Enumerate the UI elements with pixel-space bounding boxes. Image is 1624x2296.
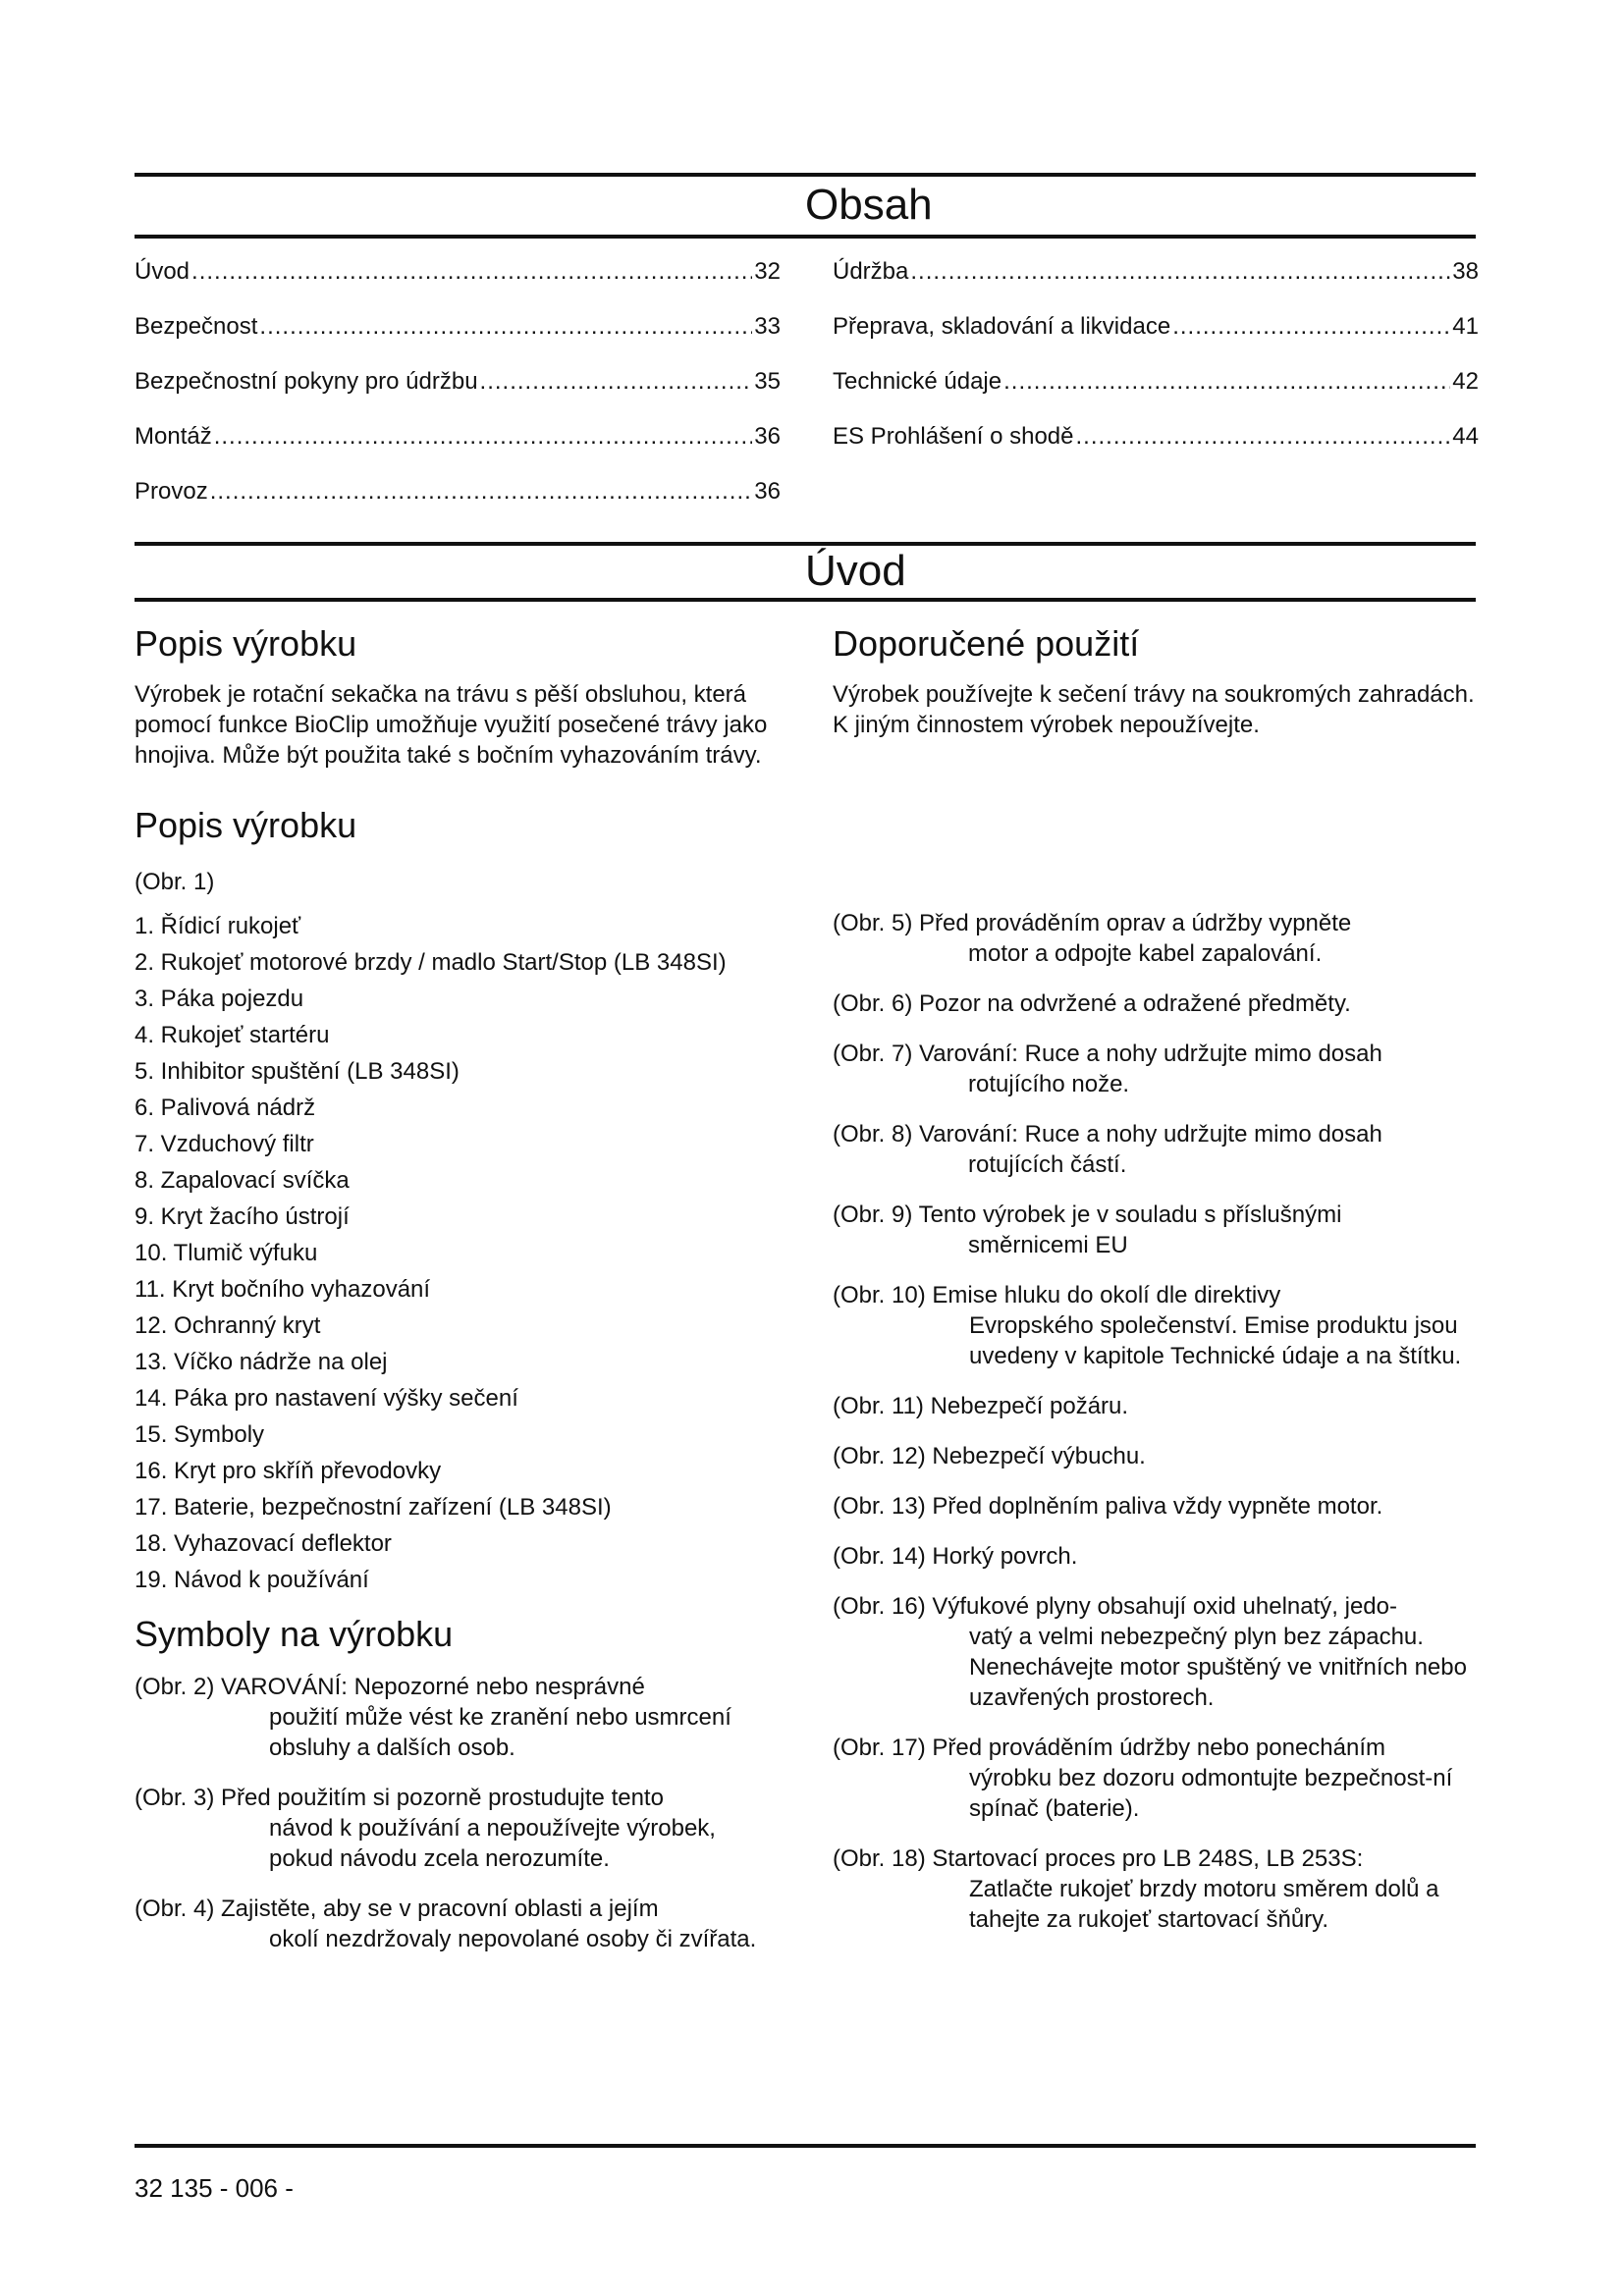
symbol-entry-head: (Obr. 6) Pozor na odvržené a odražené předměty. bbox=[833, 990, 1351, 1017]
footer-page-ref: 32 135 - 006 - bbox=[135, 2173, 294, 2203]
toc-leader-dots bbox=[910, 253, 1450, 291]
parts-list-item: 1. Řídicí rukojeť bbox=[135, 913, 301, 939]
toc-title: Obsah bbox=[805, 181, 933, 229]
rule-toc-bottom bbox=[135, 235, 1476, 239]
symbol-entry bbox=[833, 988, 1483, 1019]
toc-entry-page: 35 bbox=[754, 368, 781, 395]
symbol-entry bbox=[135, 1783, 783, 1874]
parts-list-item: 15. Symboly bbox=[135, 1421, 265, 1448]
parts-list-item: 5. Inhibitor spuštění (LB 348SI) bbox=[135, 1058, 460, 1085]
toc-leader-dots bbox=[214, 418, 753, 455]
parts-list-item: 9. Kryt žacího ústrojí bbox=[135, 1203, 350, 1230]
symbol-entry-head: (Obr. 5) Před prováděním oprav a údržby vypněte bbox=[833, 910, 1352, 936]
toc-entry-label: Montáž bbox=[135, 423, 212, 450]
intended-use-heading: Doporučené použití bbox=[833, 623, 1140, 664]
toc-entry-label: Technické údaje bbox=[833, 368, 1002, 395]
symbol-entry bbox=[135, 1894, 783, 1954]
symbol-entry-continuation: vatý a velmi nebezpečný plyn bez zápachu. Nenechávejte motor spuštěný ve vnitřních nebo uzavřených prostorech. bbox=[969, 1624, 1467, 1711]
symbol-entry-head: (Obr. 9) Tento výrobek je v souladu s příslušnými bbox=[833, 1201, 1342, 1228]
parts-list-item: 11. Kryt bočního vyhazování bbox=[135, 1276, 431, 1303]
toc-entry-label: Bezpečnostní pokyny pro údržbu bbox=[135, 368, 478, 395]
symbol-entry-continuation: rotujících částí. bbox=[968, 1151, 1127, 1178]
symbol-entry-continuation: směrnicemi EU bbox=[968, 1232, 1128, 1258]
symbol-entry-continuation: okolí nezdržovaly nepovolané osoby či zvířata. bbox=[269, 1926, 757, 1952]
toc-entry[interactable] bbox=[135, 473, 781, 528]
symbol-entry-head: (Obr. 4) Zajistěte, aby se v pracovní oblasti a jejím bbox=[135, 1896, 659, 1922]
symbol-entry-head: (Obr. 11) Nebezpečí požáru. bbox=[833, 1393, 1129, 1419]
symbol-entry-continuation: motor a odpojte kabel zapalování. bbox=[968, 940, 1323, 967]
symbol-entry-continuation: rotujícího nože. bbox=[968, 1071, 1130, 1097]
symbol-entry-head: (Obr. 17) Před prováděním údržby nebo ponecháním bbox=[833, 1735, 1385, 1761]
symbol-entry-continuation: výrobku bez dozoru odmontujte bezpečnost-ní spínač (baterie). bbox=[969, 1765, 1453, 1822]
symbol-entry-head: (Obr. 12) Nebezpečí výbuchu. bbox=[833, 1443, 1146, 1469]
toc-entry-page: 32 bbox=[754, 258, 781, 285]
toc-right-column bbox=[833, 253, 1479, 473]
toc-entry-page: 44 bbox=[1452, 423, 1479, 450]
toc-entry[interactable] bbox=[135, 253, 781, 308]
symbol-entry-head: (Obr. 18) Startovací proces pro LB 248S, LB 253S: bbox=[833, 1845, 1364, 1872]
toc-entry-label: Přeprava, skladování a likvidace bbox=[833, 313, 1171, 340]
symbol-entry bbox=[833, 1541, 1483, 1572]
toc-entry[interactable] bbox=[833, 363, 1479, 418]
symbol-entry-head: (Obr. 10) Emise hluku do okolí dle direktivy bbox=[833, 1282, 1281, 1308]
toc-entry-label: Provoz bbox=[135, 478, 208, 505]
symbol-entry bbox=[135, 1672, 783, 1763]
toc-entry[interactable] bbox=[833, 418, 1479, 473]
toc-left-column bbox=[135, 253, 781, 528]
toc-entry[interactable] bbox=[833, 308, 1479, 363]
symbols-left-list bbox=[135, 1672, 783, 1954]
toc-entry-label: Údržba bbox=[833, 258, 909, 285]
parts-list-item: 13. Víčko nádrže na olej bbox=[135, 1349, 388, 1375]
toc-leader-dots bbox=[1172, 308, 1450, 346]
right-column bbox=[833, 622, 1483, 1933]
parts-list-item: 17. Baterie, bezpečnostní zařízení (LB 348SI) bbox=[135, 1494, 612, 1521]
rule-intro-bottom bbox=[135, 598, 1476, 602]
parts-list-item: 18. Vyhazovací deflektor bbox=[135, 1530, 392, 1557]
toc-entry[interactable] bbox=[135, 418, 781, 473]
toc-entry[interactable] bbox=[833, 253, 1479, 308]
symbol-entry bbox=[833, 1200, 1483, 1260]
symbols-heading: Symboly na výrobku bbox=[135, 1614, 454, 1654]
parts-list-item: 6. Palivová nádrž bbox=[135, 1095, 316, 1121]
symbol-entry-head: (Obr. 7) Varování: Ruce a nohy udržujte mimo dosah bbox=[833, 1041, 1382, 1067]
toc-leader-dots bbox=[1003, 363, 1450, 400]
toc-leader-dots bbox=[1076, 418, 1451, 455]
symbol-entry-head: (Obr. 16) Výfukové plyny obsahují oxid uhelnatý, jedo- bbox=[833, 1593, 1397, 1620]
intended-use-text: Výrobek používejte k sečení trávy na soukromých zahradách. K jiným činnostem výrobek nepoužívejte. bbox=[833, 681, 1475, 738]
symbol-entry bbox=[833, 1491, 1483, 1522]
symbol-entry bbox=[833, 1280, 1483, 1371]
toc-leader-dots bbox=[480, 363, 753, 400]
parts-list-item: 8. Zapalovací svíčka bbox=[135, 1167, 350, 1194]
parts-list-item: 16. Kryt pro skříň převodovky bbox=[135, 1458, 442, 1484]
symbol-entry bbox=[833, 1733, 1483, 1824]
symbol-entry-head: (Obr. 13) Před doplněním paliva vždy vypněte motor. bbox=[833, 1493, 1383, 1520]
symbol-entry-head: (Obr. 3) Před použitím si pozorně prostudujte tento bbox=[135, 1785, 664, 1811]
symbol-entry bbox=[833, 908, 1483, 969]
toc-leader-dots bbox=[259, 308, 752, 346]
symbol-entry bbox=[833, 1441, 1483, 1471]
product-description-text: Výrobek je rotační sekačka na trávu s pěší obsluhou, která pomocí funkce BioClip umožňuje využití posečené trávy jako hnojiva. Může být použita také s bočním vyhazováním trávy. bbox=[135, 681, 768, 769]
symbol-entry bbox=[833, 1391, 1483, 1421]
toc-entry-label: ES Prohlášení o shodě bbox=[833, 423, 1074, 450]
parts-list-item: 4. Rukojeť startéru bbox=[135, 1022, 330, 1048]
symbols-right-list bbox=[833, 908, 1483, 1954]
toc-entry-page: 36 bbox=[754, 423, 781, 450]
parts-list-item: 3. Páka pojezdu bbox=[135, 986, 304, 1012]
symbol-entry bbox=[833, 1591, 1483, 1713]
symbol-entry-head: (Obr. 2) VAROVÁNÍ: Nepozorné nebo nesprávné bbox=[135, 1674, 645, 1700]
symbol-entry-head: (Obr. 14) Horký povrch. bbox=[833, 1543, 1078, 1570]
toc-entry-page: 41 bbox=[1452, 313, 1479, 340]
toc-entry-label: Úvod bbox=[135, 258, 190, 285]
toc-entry[interactable] bbox=[135, 308, 781, 363]
parts-list bbox=[135, 911, 783, 1595]
parts-list-item: 14. Páka pro nastavení výšky sečení bbox=[135, 1385, 518, 1412]
symbol-entry bbox=[833, 1039, 1483, 1099]
symbol-entry-head: (Obr. 8) Varování: Ruce a nohy udržujte mimo dosah bbox=[833, 1121, 1382, 1148]
symbol-entry-continuation: Zatlačte rukojeť brzdy motoru směrem dolů a tahejte za rukojeť startovací šňůry. bbox=[969, 1876, 1439, 1933]
parts-list-item: 10. Tlumič výfuku bbox=[135, 1240, 318, 1266]
toc-entry-page: 33 bbox=[754, 313, 781, 340]
parts-heading: Popis výrobku bbox=[135, 805, 357, 845]
parts-list-item: 2. Rukojeť motorové brzdy / madlo Start/Stop (LB 348SI) bbox=[135, 949, 727, 976]
left-column bbox=[135, 622, 783, 1974]
toc-entry-label: Bezpečnost bbox=[135, 313, 258, 340]
symbol-entry-continuation: použití může vést ke zranění nebo usmrcení obsluhy a dalších osob. bbox=[269, 1704, 731, 1761]
parts-figure-ref: (Obr. 1) bbox=[135, 869, 215, 895]
parts-list-item: 19. Návod k používání bbox=[135, 1567, 369, 1593]
parts-list-item: 7. Vzduchový filtr bbox=[135, 1131, 314, 1157]
symbol-entry-continuation: návod k používání a nepoužívejte výrobek, pokud návodu zcela nerozumíte. bbox=[269, 1815, 716, 1872]
intro-title: Úvod bbox=[805, 547, 906, 595]
symbol-entry-continuation: Evropského společenství. Emise produktu jsou uvedeny v kapitole Technické údaje a na štítku. bbox=[969, 1312, 1462, 1369]
parts-list-item: 12. Ochranný kryt bbox=[135, 1312, 321, 1339]
symbol-entry bbox=[833, 1119, 1483, 1180]
symbol-entry bbox=[833, 1843, 1483, 1935]
product-description-heading: Popis výrobku bbox=[135, 623, 357, 664]
toc-leader-dots bbox=[210, 473, 753, 510]
toc-entry-page: 36 bbox=[754, 478, 781, 505]
toc-leader-dots bbox=[191, 253, 752, 291]
toc-entry[interactable] bbox=[135, 363, 781, 418]
toc-entry-page: 42 bbox=[1452, 368, 1479, 395]
rule-top bbox=[135, 173, 1476, 177]
rule-footer bbox=[135, 2144, 1476, 2148]
toc-entry-page: 38 bbox=[1452, 258, 1479, 285]
